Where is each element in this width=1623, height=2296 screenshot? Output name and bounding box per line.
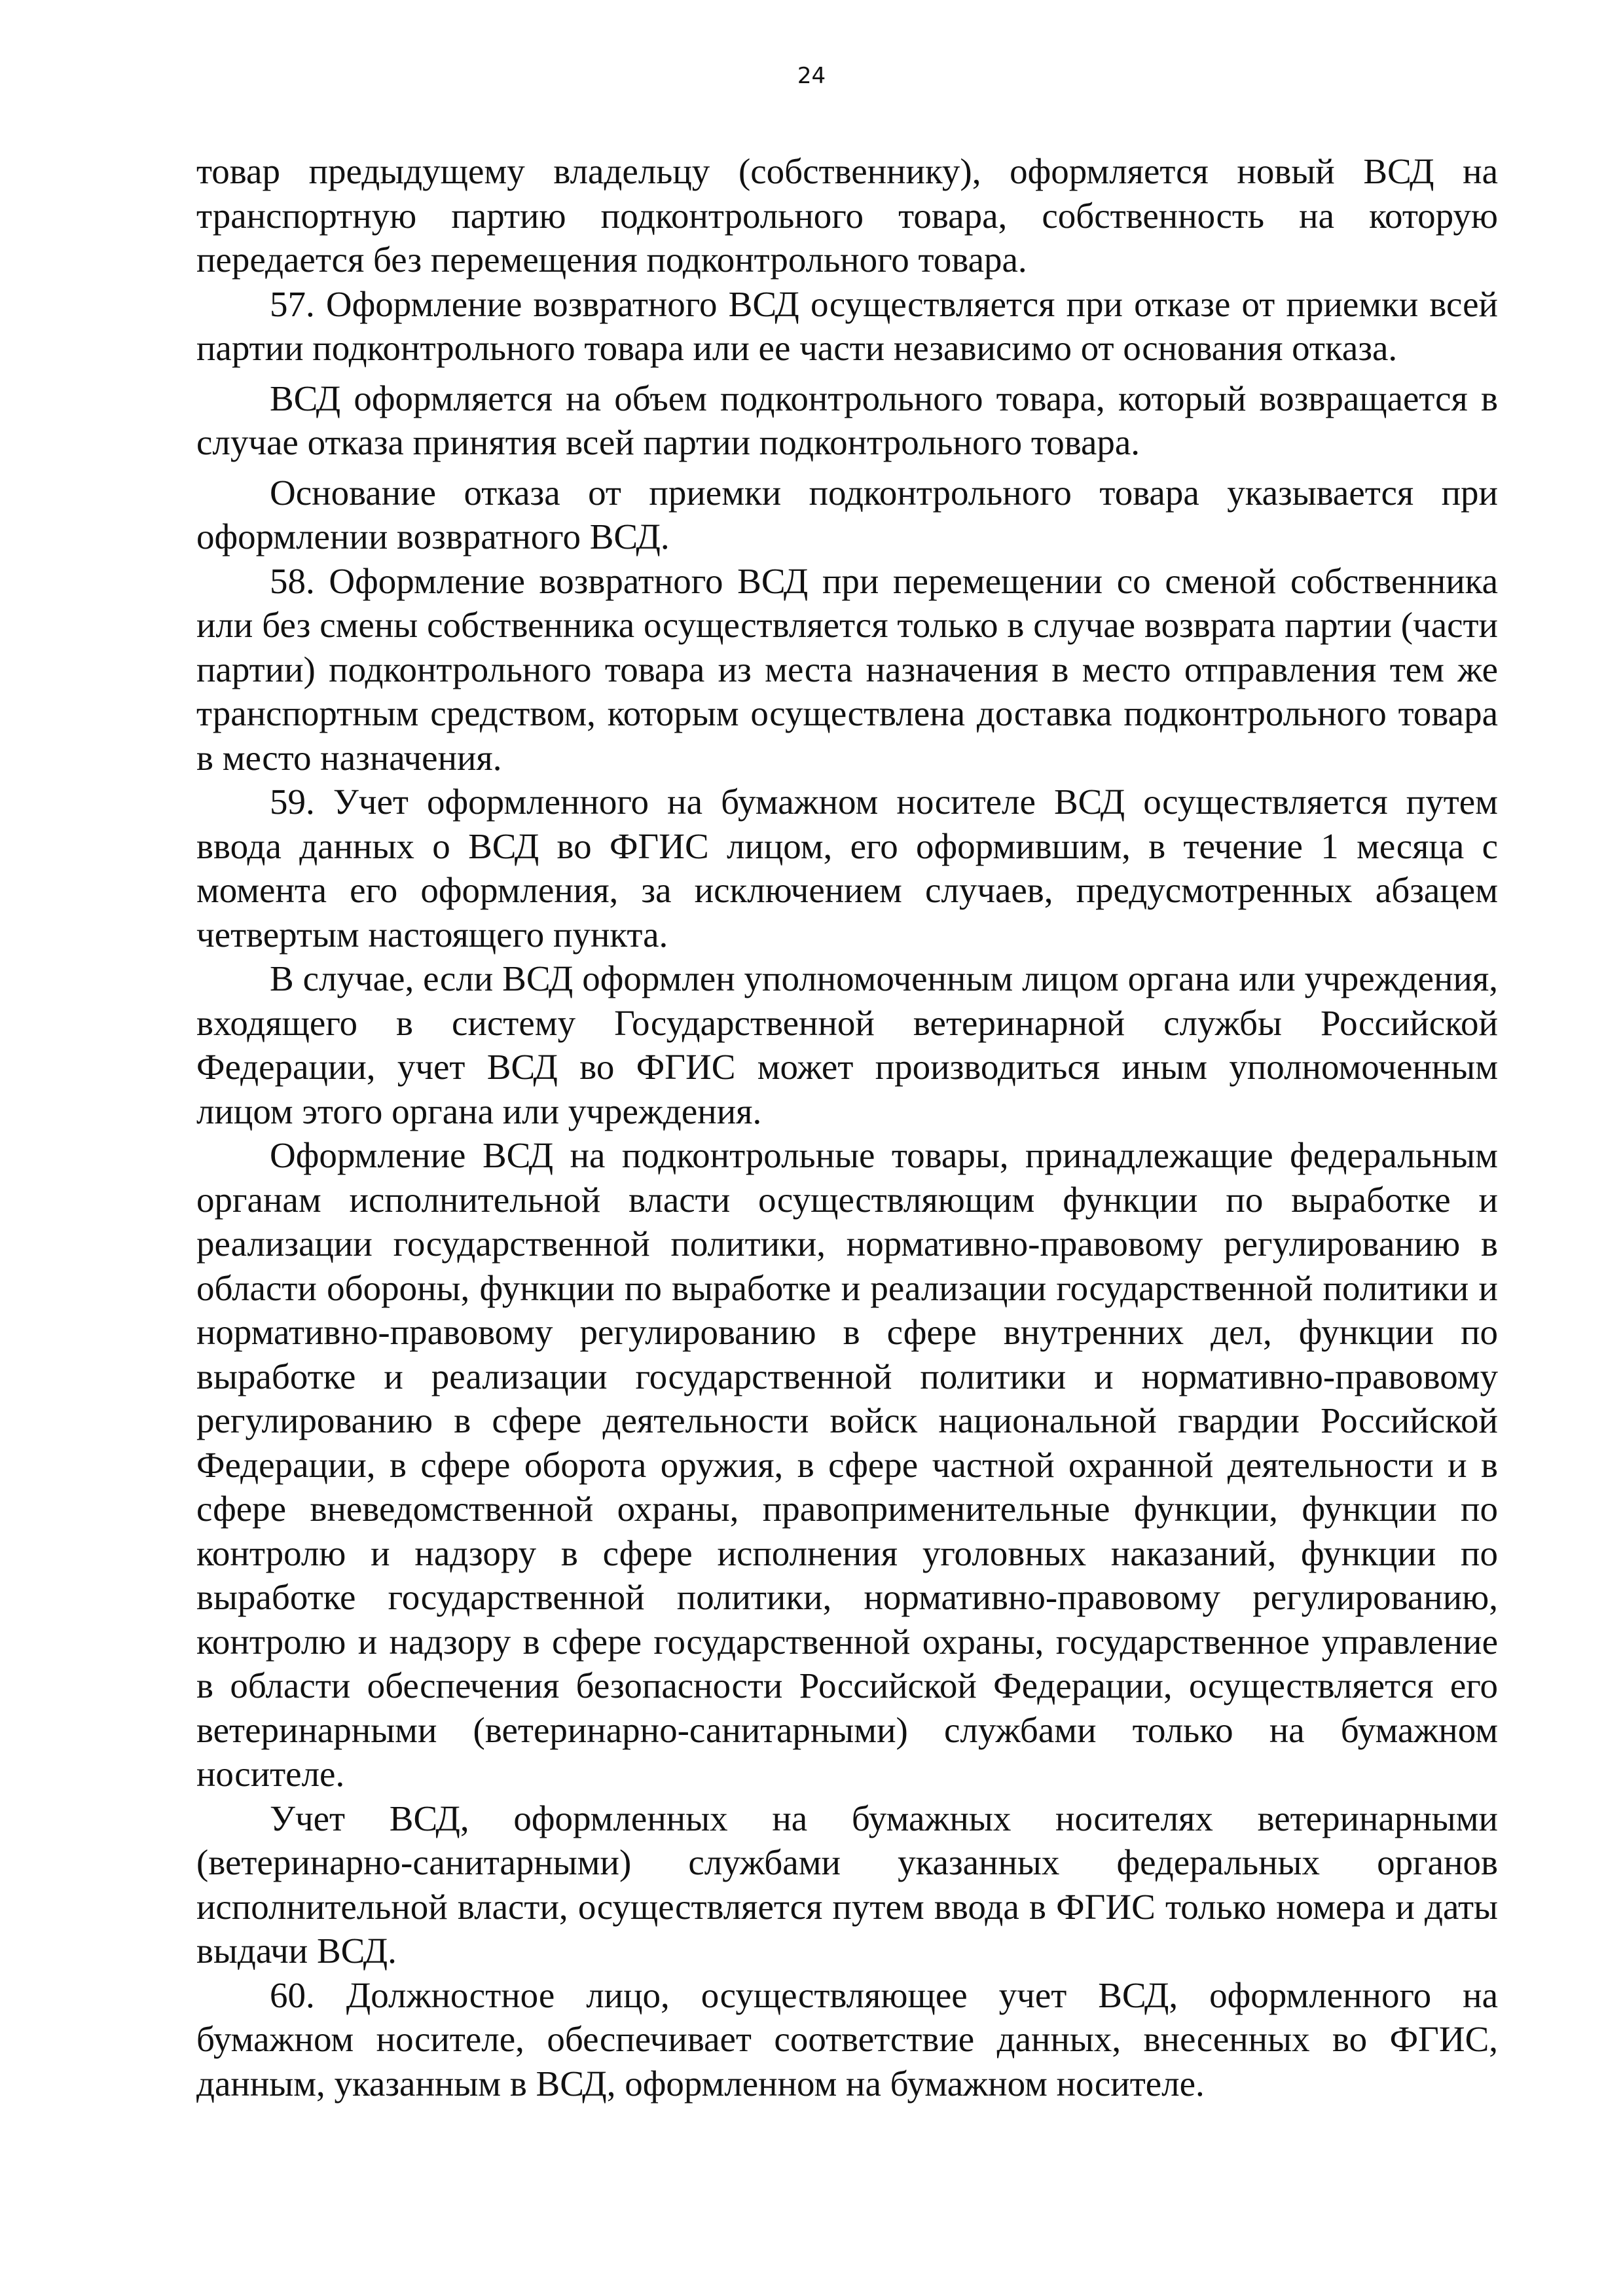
paragraph-continuation: товар предыдущему владельцу (собственнику), оформляется новый ВСД на транспортную партию подконтрольного товара, собственность на которую передается без перемещения подконтрольного товара. — [196, 151, 1498, 280]
document-body — [196, 149, 1498, 2105]
paragraph-59-accounting: Учет ВСД, оформленных на бумажных носителях ветеринарными (ветеринарно-санитарными) службами указанных федеральных органов исполнительной власти, осуществляется путем ввода в ФГИС только номера и даты выдачи ВСД. — [196, 1798, 1498, 1971]
paragraph-59-authorized: В случае, если ВСД оформлен уполномоченным лицом органа или учреждения, входящего в систему Государственной ветеринарной службы Российской Федерации, учет ВСД во ФГИС может производиться иным уполномоченным лицом этого органа или учреждения. — [196, 958, 1498, 1131]
paragraph-60: 60. Должностное лицо, осуществляющее учет ВСД, оформленного на бумажном носителе, обеспечивает соответствие данных, внесенных во ФГИС, данным, указанным в ВСД, оформленном на бумажном носителе. — [196, 1975, 1498, 2104]
paragraph-59: 59. Учет оформленного на бумажном носителе ВСД осуществляется путем ввода данных о ВСД во ФГИС лицом, его оформившим, в течение 1 месяца с момента его оформления, за исключением случаев, предусмотренных абзацем четвертым настоящего пункта. — [196, 782, 1498, 955]
paragraph-58: 58. Оформление возвратного ВСД при перемещении со сменой собственника или без смены собственника осуществляется только в случае возврата партии (части партии) подконтрольного товара из места назначения в место отправления тем же транспортным средством, которым осуществлена доставка подконтрольного товара в место назначения. — [196, 560, 1498, 778]
paragraph-57-reason: Основание отказа от приемки подконтрольного товара указывается при оформлении возвратного ВСД. — [196, 472, 1498, 556]
paragraph-59-federal-bodies: Оформление ВСД на подконтрольные товары, принадлежащие федеральным органам исполнительной власти осуществляющим функции по выработке и реализации государственной политики, нормативно-правовому регулированию в области обороны, функции по выработке и реализации государственной политики и нормативно-правовому регулированию в сфере внутренних дел, функции по выработке и реализации государственной политики и нормативно-правовому регулированию в сфере деятельности войск национальной гвардии Российской Федерации, в сфере оборота оружия, в сфере частной охранной деятельности и в сфере вневедомственной охраны, правоприменительные функции, функции по контролю и надзору в сфере исполнения уголовных наказаний, функции по выработке государственной политики, нормативно-правовому регулированию, контролю и надзору в сфере государственной охраны, государственное управление в области обеспечения безопасности Российской Федерации, осуществляется его ветеринарными (ветеринарно-санитарными) службами только на бумажном носителе. — [196, 1135, 1498, 1794]
paragraph-57: 57. Оформление возвратного ВСД осуществляется при отказе от приемки всей партии подконтрольного товара или ее части независимо от основания отказа. — [196, 283, 1498, 368]
page-number: 24 — [797, 63, 826, 89]
paragraph-57-volume: ВСД оформляется на объем подконтрольного товара, который возвращается в случае отказа принятия всей партии подконтрольного товара. — [196, 378, 1498, 462]
